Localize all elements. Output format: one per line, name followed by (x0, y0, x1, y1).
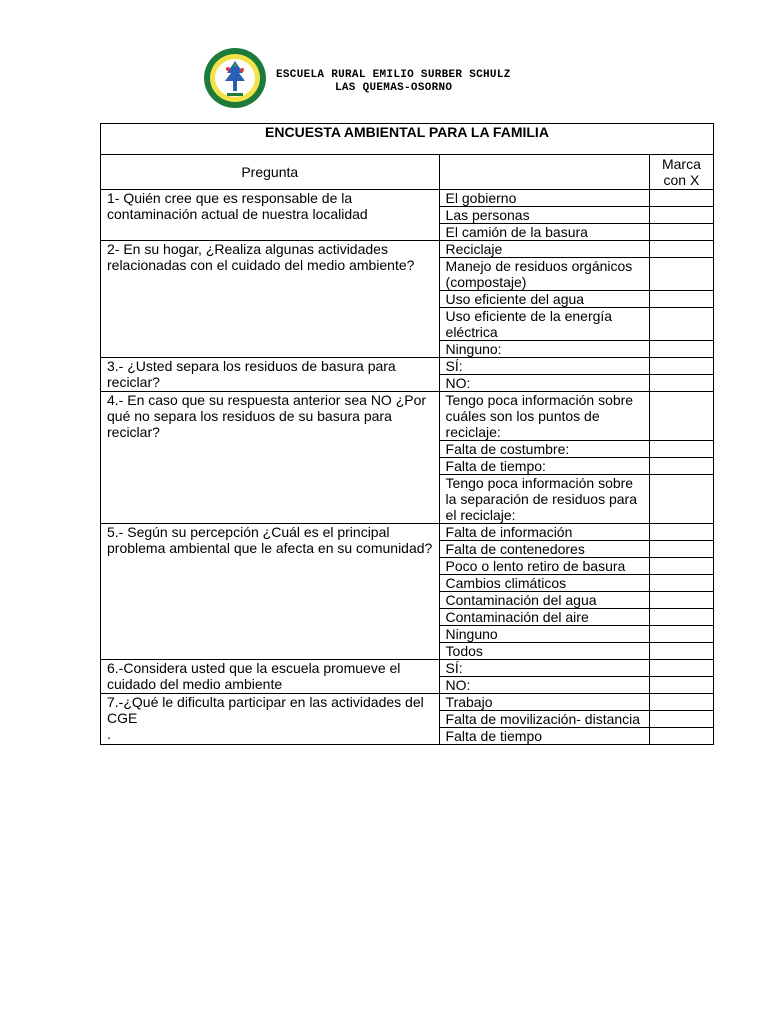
answer-option: Falta de movilización- distancia (439, 711, 649, 728)
question-text: 6.-Considera usted que la escuela promueve el cuidado del medio ambiente (101, 660, 440, 694)
mark-cell[interactable] (649, 711, 713, 728)
answer-option: Falta de tiempo (439, 728, 649, 745)
answer-option: Todos (439, 643, 649, 660)
answer-option: Contaminación del aire (439, 609, 649, 626)
question-text: 4.- En caso que su respuesta anterior sea NO ¿Por qué no separa los residuos de su basura para reciclar? (101, 392, 440, 524)
mark-cell[interactable] (649, 241, 713, 258)
mark-cell[interactable] (649, 224, 713, 241)
answer-option: Ninguno (439, 626, 649, 643)
column-header-mark-line: con X (663, 172, 700, 188)
column-header-question: Pregunta (101, 155, 440, 190)
answer-option: El gobierno (439, 190, 649, 207)
question-option-row (101, 660, 714, 677)
mark-cell[interactable] (649, 475, 713, 524)
answer-option: NO: (439, 375, 649, 392)
survey-title: ENCUESTA AMBIENTAL PARA LA FAMILIA (101, 124, 714, 155)
mark-cell[interactable] (649, 728, 713, 745)
answer-option: El camión de la basura (439, 224, 649, 241)
question-text: 1- Quién cree que es responsable de la contaminación actual de nuestra localidad (101, 190, 440, 241)
mark-cell[interactable] (649, 375, 713, 392)
answer-option: Reciclaje (439, 241, 649, 258)
question-text: 5.- Según su percepción ¿Cuál es el principal problema ambiental que le afecta en su comunidad? (101, 524, 440, 660)
mark-cell[interactable] (649, 626, 713, 643)
mark-cell[interactable] (649, 643, 713, 660)
survey-table (100, 123, 714, 745)
question-text: 2- En su hogar, ¿Realiza algunas actividades relacionadas con el cuidado del medio ambiente? (101, 241, 440, 358)
mark-cell[interactable] (649, 458, 713, 475)
answer-option: Manejo de residuos orgánicos (compostaje) (439, 258, 649, 291)
mark-cell[interactable] (649, 341, 713, 358)
mark-cell[interactable] (649, 677, 713, 694)
mark-cell[interactable] (649, 592, 713, 609)
mark-cell[interactable] (649, 558, 713, 575)
answer-option: Falta de tiempo: (439, 458, 649, 475)
mark-cell[interactable] (649, 609, 713, 626)
mark-cell[interactable] (649, 291, 713, 308)
column-header-options (439, 155, 649, 190)
column-header-mark (649, 155, 713, 190)
mark-cell[interactable] (649, 541, 713, 558)
school-name: ESCUELA RURAL EMILIO SURBER SCHULZ (276, 69, 511, 81)
mark-cell[interactable] (649, 660, 713, 677)
mark-cell[interactable] (649, 190, 713, 207)
answer-option: Uso eficiente del agua (439, 291, 649, 308)
answer-option: Falta de costumbre: (439, 441, 649, 458)
school-location: LAS QUEMAS-OSORNO (335, 82, 453, 94)
column-header-row (101, 155, 714, 190)
question-option-row (101, 190, 714, 207)
school-logo-icon (203, 47, 267, 109)
mark-cell[interactable] (649, 358, 713, 375)
question-option-row (101, 524, 714, 541)
answer-option: Las personas (439, 207, 649, 224)
document-header (0, 0, 768, 120)
mark-cell[interactable] (649, 207, 713, 224)
mark-cell[interactable] (649, 524, 713, 541)
mark-cell[interactable] (649, 392, 713, 441)
question-text: 7.-¿Qué le dificulta participar en las actividades del CGE . (101, 694, 440, 745)
answer-option: Uso eficiente de la energía eléctrica (439, 308, 649, 341)
answer-option: Falta de contenedores (439, 541, 649, 558)
column-header-mark-line: Marca (661, 156, 701, 172)
question-option-row (101, 392, 714, 441)
mark-cell[interactable] (649, 694, 713, 711)
answer-option: Ninguno: (439, 341, 649, 358)
question-option-row (101, 358, 714, 375)
answer-option: Trabajo (439, 694, 649, 711)
question-text: 3.- ¿Usted separa los residuos de basura para reciclar? (101, 358, 440, 392)
answer-option: NO: (439, 677, 649, 694)
answer-option: Tengo poca información sobre la separación de residuos para el reciclaje: (439, 475, 649, 524)
answer-option: Falta de información (439, 524, 649, 541)
mark-cell[interactable] (649, 441, 713, 458)
answer-option: SÍ: (439, 660, 649, 677)
mark-cell[interactable] (649, 258, 713, 291)
answer-option: SÍ: (439, 358, 649, 375)
question-option-row (101, 694, 714, 711)
answer-option: Poco o lento retiro de basura (439, 558, 649, 575)
question-option-row (101, 241, 714, 258)
answer-option: Cambios climáticos (439, 575, 649, 592)
mark-cell[interactable] (649, 575, 713, 592)
answer-option: Tengo poca información sobre cuáles son los puntos de reciclaje: (439, 392, 649, 441)
mark-cell[interactable] (649, 308, 713, 341)
answer-option: Contaminación del agua (439, 592, 649, 609)
survey-title-row (101, 124, 714, 155)
